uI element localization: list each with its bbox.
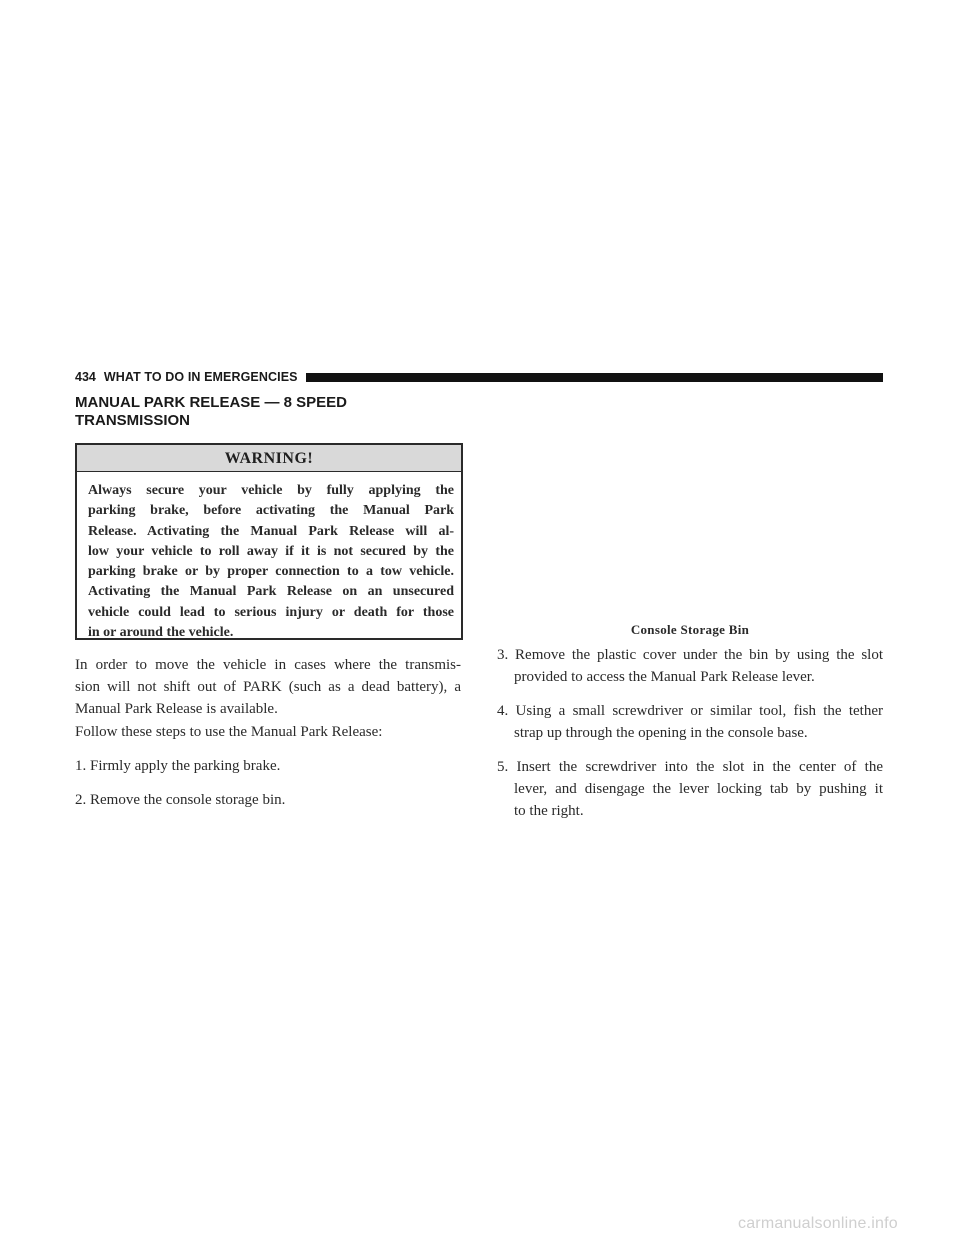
- step-3: [497, 644, 883, 688]
- step-1: [75, 755, 461, 777]
- step-line: 5. Insert the screwdriver into the slot in the center of the: [497, 759, 883, 775]
- step-line: provided to access the Manual Park Release lever.: [514, 669, 815, 685]
- warning-box: [75, 443, 463, 640]
- warning-line: vehicle could lead to serious injury or death for those: [88, 604, 454, 620]
- step-line: 4. Using a small screwdriver or similar tool, fish the tether: [497, 703, 883, 719]
- step-text: 1. Firmly apply the parking brake.: [75, 758, 281, 774]
- intro-paragraph: [75, 654, 461, 720]
- step-4: [497, 700, 883, 744]
- warning-line: parking brake, before activating the Manual Park: [88, 503, 454, 519]
- follow-paragraph: [75, 721, 461, 743]
- warning-line: Release. Activating the Manual Park Release will al-: [88, 523, 454, 539]
- step-line: strap up through the opening in the console base.: [514, 725, 808, 741]
- warning-line: parking brake or by proper connection to a tow vehicle.: [88, 564, 454, 580]
- step-line: lever, and disengage the lever locking tab by pushing it: [514, 781, 883, 797]
- page-header: [75, 369, 883, 385]
- page-number: 434: [75, 370, 96, 384]
- warning-line: low your vehicle to roll away if it is not secured by the: [88, 543, 454, 559]
- warning-line: Always secure your vehicle by fully applying the: [88, 483, 454, 498]
- step-line: 3. Remove the plastic cover under the bin by using the slot: [497, 647, 883, 663]
- figure-caption: Console Storage Bin: [630, 622, 750, 637]
- step-text: 2. Remove the console storage bin.: [75, 792, 286, 808]
- section-title: [75, 394, 475, 430]
- intro-line: Manual Park Release is available.: [75, 701, 278, 717]
- step-line: to the right.: [514, 803, 584, 819]
- section-title-line: MANUAL PARK RELEASE — 8 SPEED: [75, 394, 347, 411]
- warning-text: [77, 472, 461, 643]
- header-rule: [306, 373, 883, 382]
- step-5: [497, 756, 883, 822]
- section-name: WHAT TO DO IN EMERGENCIES: [103, 370, 298, 384]
- warning-line: in or around the vehicle.: [88, 625, 234, 641]
- warning-line: Activating the Manual Park Release on an unsecured: [88, 584, 454, 600]
- follow-text: Follow these steps to use the Manual Park Release:: [75, 724, 383, 740]
- intro-line: sion will not shift out of PARK (such as a dead battery), a: [75, 679, 461, 695]
- section-title-line: TRANSMISSION: [75, 412, 191, 429]
- console-storage-bin-figure: [498, 443, 882, 613]
- intro-line: In order to move the vehicle in cases where the transmis-: [75, 657, 461, 673]
- watermark: carmanualsonline.info: [738, 1215, 898, 1232]
- warning-heading: WARNING!: [77, 445, 461, 472]
- step-2: [75, 789, 461, 811]
